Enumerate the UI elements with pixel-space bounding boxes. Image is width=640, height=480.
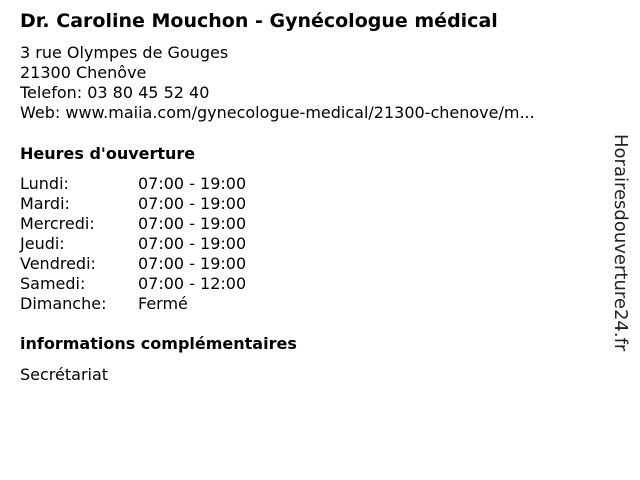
time-range: 07:00 - 19:00: [138, 214, 247, 233]
hours-row-friday: [20, 254, 246, 274]
website-link: Web: www.maiia.com/gynecologue-medical/21300-chenove/m...: [20, 103, 535, 122]
day-label: Vendredi:: [20, 254, 96, 273]
hours-row-wednesday: [20, 214, 246, 234]
phone-number: Telefon: 03 80 45 52 40: [20, 83, 210, 102]
hours-row-thursday: [20, 234, 246, 254]
page-title: Dr. Caroline Mouchon - Gynécologue médical: [20, 10, 498, 32]
day-label: Lundi:: [20, 174, 69, 193]
hours-row-sunday: [20, 294, 246, 314]
day-label: Mercredi:: [20, 214, 95, 233]
street-address: 3 rue Olympes de Gouges: [20, 43, 229, 62]
time-range: 07:00 - 12:00: [138, 274, 247, 293]
hours-row-monday: [20, 174, 246, 194]
day-label: Samedi:: [20, 274, 86, 293]
time-range: Fermé: [138, 294, 188, 313]
opening-hours-heading: Heures d'ouverture: [20, 144, 196, 163]
day-label: Dimanche:: [20, 294, 107, 313]
time-range: 07:00 - 19:00: [138, 254, 247, 273]
time-range: 07:00 - 19:00: [138, 194, 247, 213]
day-label: Jeudi:: [20, 234, 65, 253]
city-postcode: 21300 Chenôve: [20, 63, 147, 82]
time-range: 07:00 - 19:00: [138, 234, 247, 253]
additional-info-text: Secrétariat: [20, 365, 109, 384]
site-watermark: Horairesdouverture24.fr: [610, 134, 631, 352]
opening-hours-table: [20, 174, 246, 314]
address-block: [20, 43, 535, 123]
time-range: 07:00 - 19:00: [138, 174, 247, 193]
additional-info-heading: informations complémentaires: [20, 334, 297, 353]
hours-row-saturday: [20, 274, 246, 294]
hours-row-tuesday: [20, 194, 246, 214]
day-label: Mardi:: [20, 194, 70, 213]
